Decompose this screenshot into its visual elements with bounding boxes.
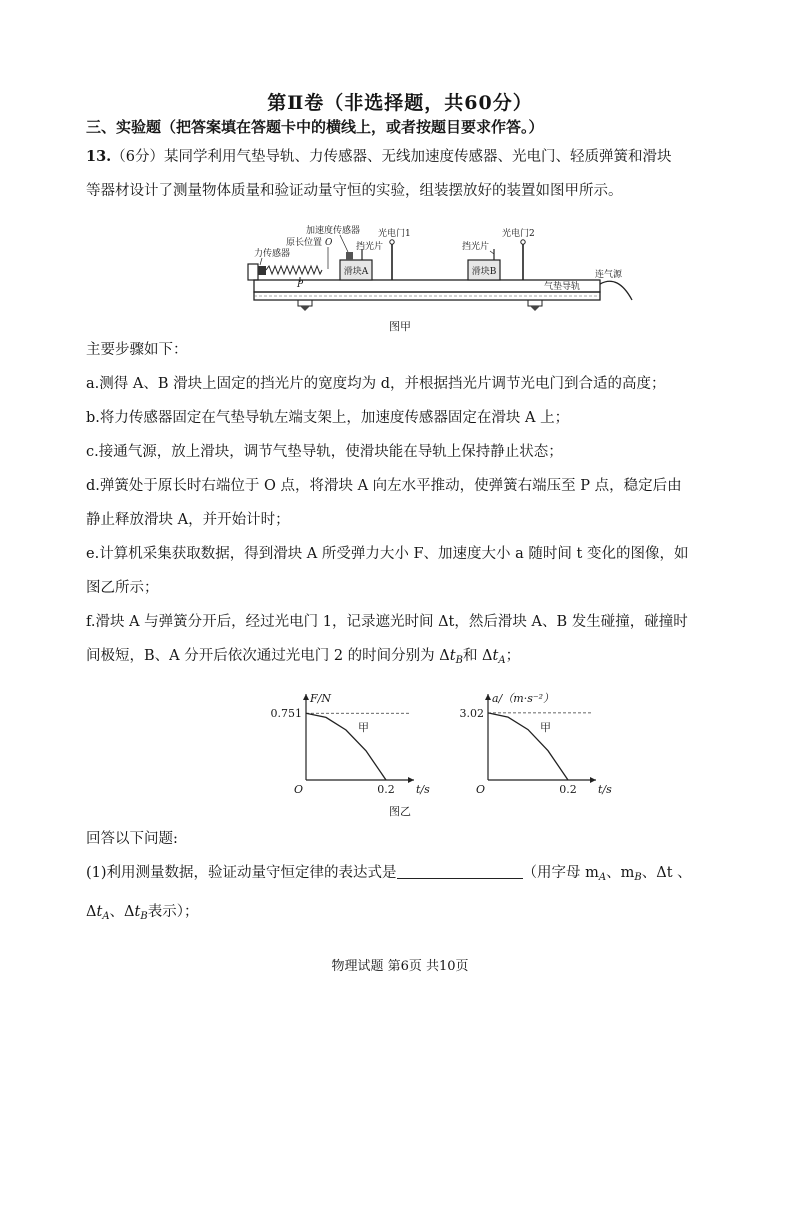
shade-b-label: 挡光片 bbox=[462, 242, 490, 252]
origin-label: O bbox=[294, 783, 304, 796]
air-source-label: 连气源 bbox=[595, 270, 623, 280]
step-f-line2: 间极短，B、A 分开后依次通过光电门 2 的时间分别为 $\Delta t_B$和 $\Delta t_A$； bbox=[86, 648, 521, 666]
data-curve bbox=[306, 713, 386, 780]
apparatus-diagram bbox=[240, 222, 650, 332]
step-e-line1: e.计算机采集获取数据，得到滑块 A 所受弹力大小 F、加速度大小 a 随时间 t 变化的图像，如 bbox=[86, 546, 689, 562]
gate-1-head bbox=[390, 240, 394, 244]
answer-q1-line2: $\Delta t_A$、$\Delta t_B$表示）； bbox=[86, 904, 199, 922]
y-tick-label: 0.751 bbox=[270, 707, 302, 721]
orig-position-label: 原长位置 bbox=[286, 238, 323, 248]
question-intro-line1: 某同学利用气垫导轨、力传感器、无线加速度传感器、光电门、轻质弹簧和滑块 bbox=[163, 149, 672, 165]
track-foot-left bbox=[298, 300, 312, 306]
step-a: a.测得 A、B 滑块上固定的挡光片的宽度均为 d，并根据挡光片调节光电门到合适的高度； bbox=[86, 376, 666, 392]
accel-sensor-label: 加速度传感器 bbox=[306, 226, 361, 236]
shade-a-label: 挡光片 bbox=[356, 242, 384, 252]
figure-jia-caption: 图甲 bbox=[389, 320, 411, 333]
left-support bbox=[248, 264, 258, 280]
x-tick-label: 0.2 bbox=[377, 783, 395, 796]
figure-yi-caption: 图乙 bbox=[389, 805, 411, 818]
origin-label: O bbox=[476, 783, 486, 796]
answer-block bbox=[86, 822, 722, 934]
step-b: b.将力传感器固定在气垫导轨左端支架上，加速度传感器固定在滑块 A 上； bbox=[86, 410, 570, 426]
track-foot-right bbox=[528, 300, 542, 306]
force-sensor-label: 力传感器 bbox=[254, 249, 291, 259]
section-heading: 三、实验题（把答案填在答题卡中的横线上，或者按题目要求作答。） bbox=[86, 118, 544, 136]
slider-a-label: 滑块A bbox=[343, 267, 369, 277]
y-tick-label: 3.02 bbox=[459, 706, 484, 720]
orig-point-label: O bbox=[325, 238, 333, 248]
slider-b-label: 滑块B bbox=[471, 267, 497, 277]
track-label: 气垫导轨 bbox=[544, 282, 581, 292]
force-sensor-block bbox=[258, 266, 266, 275]
step-d-line1: d.弹簧处于原长时右端位于 O 点，将滑块 A 向左水平推动，使弹簧右端压至 P 点，稳定后由 bbox=[86, 478, 682, 494]
curve-label: 甲 bbox=[540, 720, 551, 734]
step-d-line2: 静止释放滑块 A，并开始计时； bbox=[86, 512, 290, 528]
x-axis-arrow bbox=[408, 777, 414, 783]
force-time-chart bbox=[262, 688, 430, 800]
steps-block bbox=[86, 333, 722, 678]
page-footer: 物理试题 第6页 共10页 bbox=[331, 959, 469, 974]
x-axis-label: t/s bbox=[598, 783, 612, 796]
gate-2-label: 光电门2 bbox=[502, 229, 535, 239]
question-intro bbox=[86, 140, 722, 208]
track-foot-left-knob bbox=[300, 306, 310, 311]
steps-heading: 主要步骤如下： bbox=[86, 342, 188, 358]
step-e-line2: 图乙所示； bbox=[86, 580, 159, 596]
y-axis-label: a/（m·s⁻²） bbox=[492, 692, 555, 705]
question-points: （6分） bbox=[111, 149, 164, 165]
air-hose bbox=[600, 281, 632, 300]
answer-blank[interactable] bbox=[397, 862, 523, 879]
step-f-line1: f.滑块 A 与弹簧分开后，经过光电门 1，记录遮光时间 Δt，然后滑块 A、B 发生碰撞，碰撞时 bbox=[86, 614, 688, 630]
x-axis-label: t/s bbox=[416, 783, 430, 796]
y-axis-arrow bbox=[485, 694, 491, 700]
part-title: 第Ⅱ卷（非选择题，共60分） bbox=[267, 92, 533, 114]
x-axis-arrow bbox=[590, 777, 596, 783]
curve-label: 甲 bbox=[358, 721, 369, 735]
data-curve bbox=[488, 713, 568, 780]
question-number: 13. bbox=[86, 148, 112, 165]
y-axis-label: F/N bbox=[310, 692, 331, 705]
y-axis-arrow bbox=[303, 694, 309, 700]
point-p-label: P bbox=[297, 280, 304, 290]
question-intro-line2: 等器材设计了测量物体质量和验证动量守恒的实验，组装摆放好的装置如图甲所示。 bbox=[86, 183, 623, 199]
answer-heading: 回答以下问题: bbox=[86, 831, 178, 847]
gate-2-head bbox=[521, 240, 525, 244]
accel-time-chart bbox=[444, 688, 612, 800]
step-c: c.接通气源，放上滑块，调节气垫导轨，使滑块能在导轨上保持静止状态； bbox=[86, 444, 563, 460]
spring bbox=[266, 266, 322, 274]
accel-sensor-box bbox=[346, 252, 353, 260]
gate-1-label: 光电门1 bbox=[378, 229, 411, 239]
track-foot-right-knob bbox=[530, 306, 540, 311]
answer-q1-line1: (1)利用测量数据，验证动量守恒定律的表达式是 （用字母 $m_A$、$m_B$、Δt 、 bbox=[86, 856, 722, 895]
x-tick-label: 0.2 bbox=[559, 783, 577, 796]
